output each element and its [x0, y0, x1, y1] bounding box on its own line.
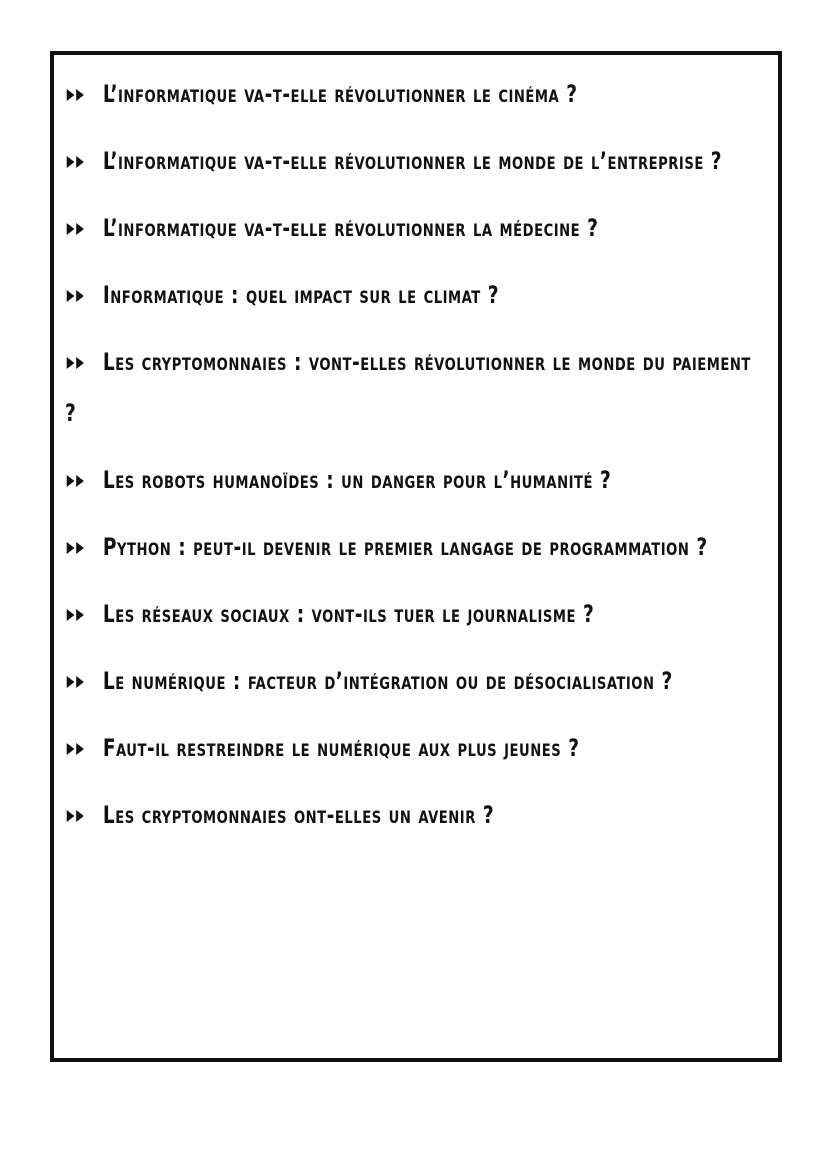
topic-text: Le numérique : facteur d’intégration ou de désocialisation ?: [102, 666, 673, 695]
list-item: [65, 589, 763, 640]
topic-text: L’informatique va-t-elle révolutionner le monde de l’entreprise ?: [102, 147, 723, 175]
double-chevron-right-icon: [65, 355, 96, 371]
double-chevron-right-icon: [65, 473, 96, 489]
topic-list: [65, 69, 765, 857]
topic-text: Les robots humanoïdes : un danger pour l’humanité ?: [102, 465, 612, 494]
double-chevron-right-icon: [65, 87, 96, 103]
list-item: [65, 723, 763, 774]
double-chevron-right-icon: [65, 221, 96, 237]
topic-text: Python : peut-il devenir le premier langage de programmation ?: [102, 532, 708, 561]
double-chevron-right-icon: [65, 607, 96, 623]
double-chevron-right-icon: [65, 540, 96, 556]
list-item: [65, 136, 763, 187]
list-item: [65, 337, 763, 438]
topic-text: Les cryptomonnaies ont-elles un avenir ?: [102, 800, 495, 829]
double-chevron-right-icon: [65, 288, 96, 304]
double-chevron-right-icon: [65, 741, 96, 757]
double-chevron-right-icon: [65, 808, 96, 824]
list-item: [65, 69, 763, 120]
list-item: [65, 455, 763, 506]
topic-text: Les réseaux sociaux : vont-ils tuer le journalisme ?: [102, 599, 595, 628]
topic-box: [50, 51, 782, 1062]
list-item: [65, 790, 763, 841]
list-item: [65, 522, 763, 573]
list-item: [65, 270, 763, 321]
list-item: [65, 203, 763, 254]
list-item: [65, 656, 763, 707]
topic-text: L’informatique va-t-elle révolutionner le cinéma ?: [102, 80, 578, 108]
topic-text: Informatique : quel impact sur le climat ?: [102, 281, 499, 309]
topic-text: Les cryptomonnaies : vont-elles révolutionner le monde du paiement ?: [65, 348, 751, 427]
double-chevron-right-icon: [65, 154, 96, 170]
topic-text: L’informatique va-t-elle révolutionner la médecine ?: [102, 214, 599, 242]
topic-text: Faut-il restreindre le numérique aux plus jeunes ?: [102, 733, 580, 762]
double-chevron-right-icon: [65, 674, 96, 690]
